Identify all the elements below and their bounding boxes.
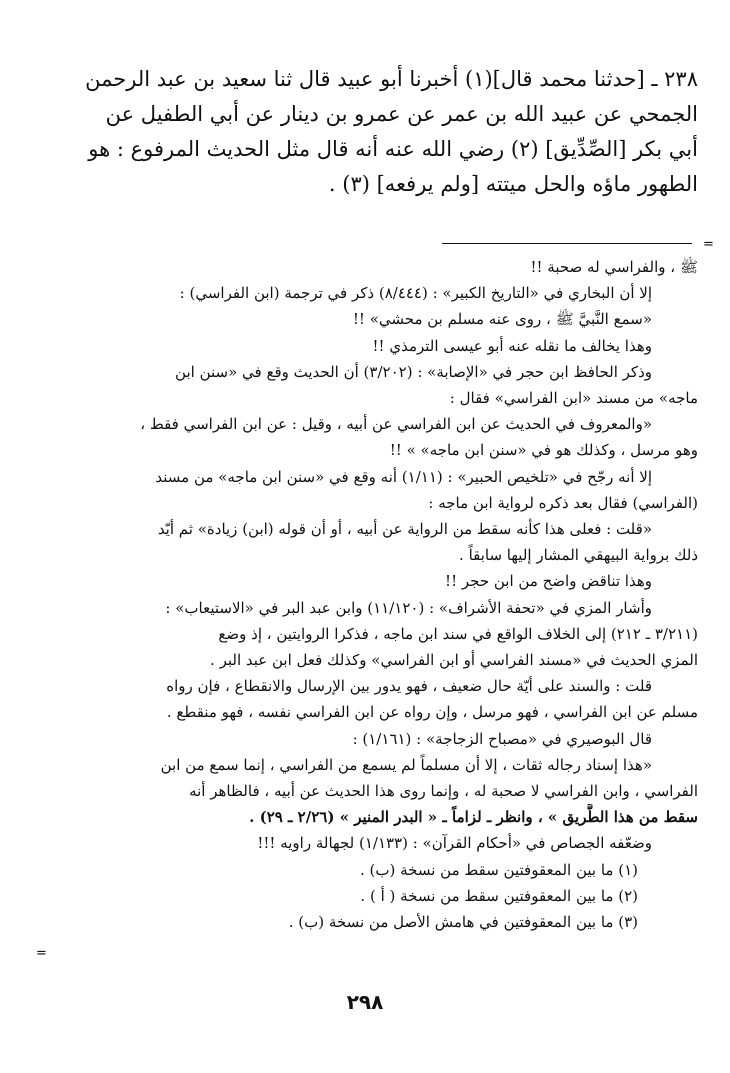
footnote-line: «والمعروف في الحديث عن ابن الفراسي عن أبيه ، وقيل : عن ابن الفراسي فقط ،: [140, 415, 652, 434]
footnote-line: (الفراسي) فقال بعد ذكره لرواية ابن ماجه :: [428, 493, 698, 512]
footnote-line: إلا أنه رجّح في «تلخيص الحبير» : (١/١١) أنه وقع في «سنن ابن ماجه» من مسند: [155, 467, 652, 486]
main-text-line: أبي بكر [الصِّدِّيق] (٢) رضي الله عنه أنه قال مثل الحديث المرفوع : هو: [88, 137, 698, 161]
footnote-line: ﷺ ، والفراسي له صحبة !!: [530, 258, 698, 276]
footnote-line: وذكر الحافظ ابن حجر في «الإصابة» : (٣/٢٠٢) أن الحديث وقع في «سنن ابن: [175, 362, 652, 381]
footnotes: [48, 254, 698, 935]
footnote-line: «سمع النَّبيَّ ﷺ ، روى عنه مسلم بن محشي» !!: [352, 310, 652, 329]
footnote-line: (١) ما بين المعقوفتين سقط من نسخة (ب) .: [360, 860, 638, 879]
footnote-line: وهذا يخالف ما نقله عنه أبو عيسى الترمذي !!: [372, 336, 652, 355]
footnote-line: الفراسي ، وابن الفراسي لا صحبة له ، وإنما روى هذا الحديث عن أبيه ، فالظاهر أنه: [189, 782, 698, 801]
footnote-line: ذلك برواية البيهقي المشار إليها سابقاً .: [459, 546, 698, 565]
footnote-line: مسلم عن ابن الفراسي ، فهو مرسل ، وإن رواه عن ابن الفراسي نفسه ، فهو منقطع .: [166, 703, 698, 722]
footnote-line: المزي الحديث في «مسند الفراسي أو ابن الفراسي» وكذلك فعل ابن عبد البر .: [210, 651, 698, 670]
footnote-line: إلا أن البخاري في «التاريخ الكبير» : (٨/٤٤٤) ذكر في ترجمة (ابن الفراسي) :: [179, 284, 652, 303]
footnote-divider: [442, 243, 692, 244]
main-text-line: الطهور ماؤه والحل ميتته [ولم يرفعه] (٣) .: [328, 172, 698, 196]
footnote-line: وهو مرسل ، وكذلك هو في «سنن ابن ماجه» » !!: [389, 441, 698, 460]
footnote-line: قلت : والسند على أيّة حال ضعيف ، فهو يدور بين الإرسال والانقطاع ، فإن رواه: [166, 677, 652, 696]
continued-footnote-mark: =: [36, 946, 47, 961]
continuation-mark: =: [703, 237, 714, 252]
footnote-line: (٢) ما بين المعقوفتين سقط من نسخة ( أ ) .: [360, 886, 638, 905]
footnote-line: «قلت : فعلى هذا كأنه سقط من الرواية عن أبيه ، أو أن قوله (ابن) زيادة» ثم أيّد: [157, 520, 652, 539]
footnote-line: وضعّفه الجصاص في «أحكام القرآن» : (١/١٣٣) لجهالة راويه !!!: [257, 834, 652, 853]
footnote-line: (٣/٢١١ ـ ٢١٢) إلى الخلاف الواقع في سند ابن ماجه ، فذكرا الروايتين ، إذ وضع: [218, 624, 698, 643]
footnote-line: ماجه» من مسند «ابن الفراسي» فقال :: [449, 389, 698, 408]
footnote-line: «هذا إسناد رجاله ثقات ، إلا أن مسلماً لم يسمع من الفراسي ، إنما سمع من ابن: [160, 755, 652, 774]
main-text-line: الجمحي عن عبيد الله بن عمر عن عمرو بن دينار عن أبي الطفيل عن: [105, 102, 698, 126]
footnote-line: وأشار المزي في «تحفة الأشراف» : (١١/١٢٠) وابن عبد البر في «الاستيعاب» :: [165, 598, 652, 617]
footnote-line: قال البوصيري في «مصباح الزجاجة» : (١/١٦١) :: [352, 729, 652, 748]
page-number: ٢٩٨: [346, 990, 384, 1014]
footnote-line: سقط من هذا الطَّريق » ، وانظر ـ لزاماً ـ « البدر المنير » (٢/٢٦ ـ ٢٩) .: [249, 808, 698, 827]
main-text-line: ٢٣٨ ـ [حدثنا محمد قال](١) أخبرنا أبو عبيد قال ثنا سعيد بن عبد الرحمن: [85, 67, 698, 91]
footnote-line: (٣) ما بين المعقوفتين في هامش الأصل من نسخة (ب) .: [288, 913, 638, 932]
footnote-line: وهذا تناقض واضح من ابن حجر !!: [445, 572, 652, 591]
main-hadith-text: [38, 62, 698, 202]
